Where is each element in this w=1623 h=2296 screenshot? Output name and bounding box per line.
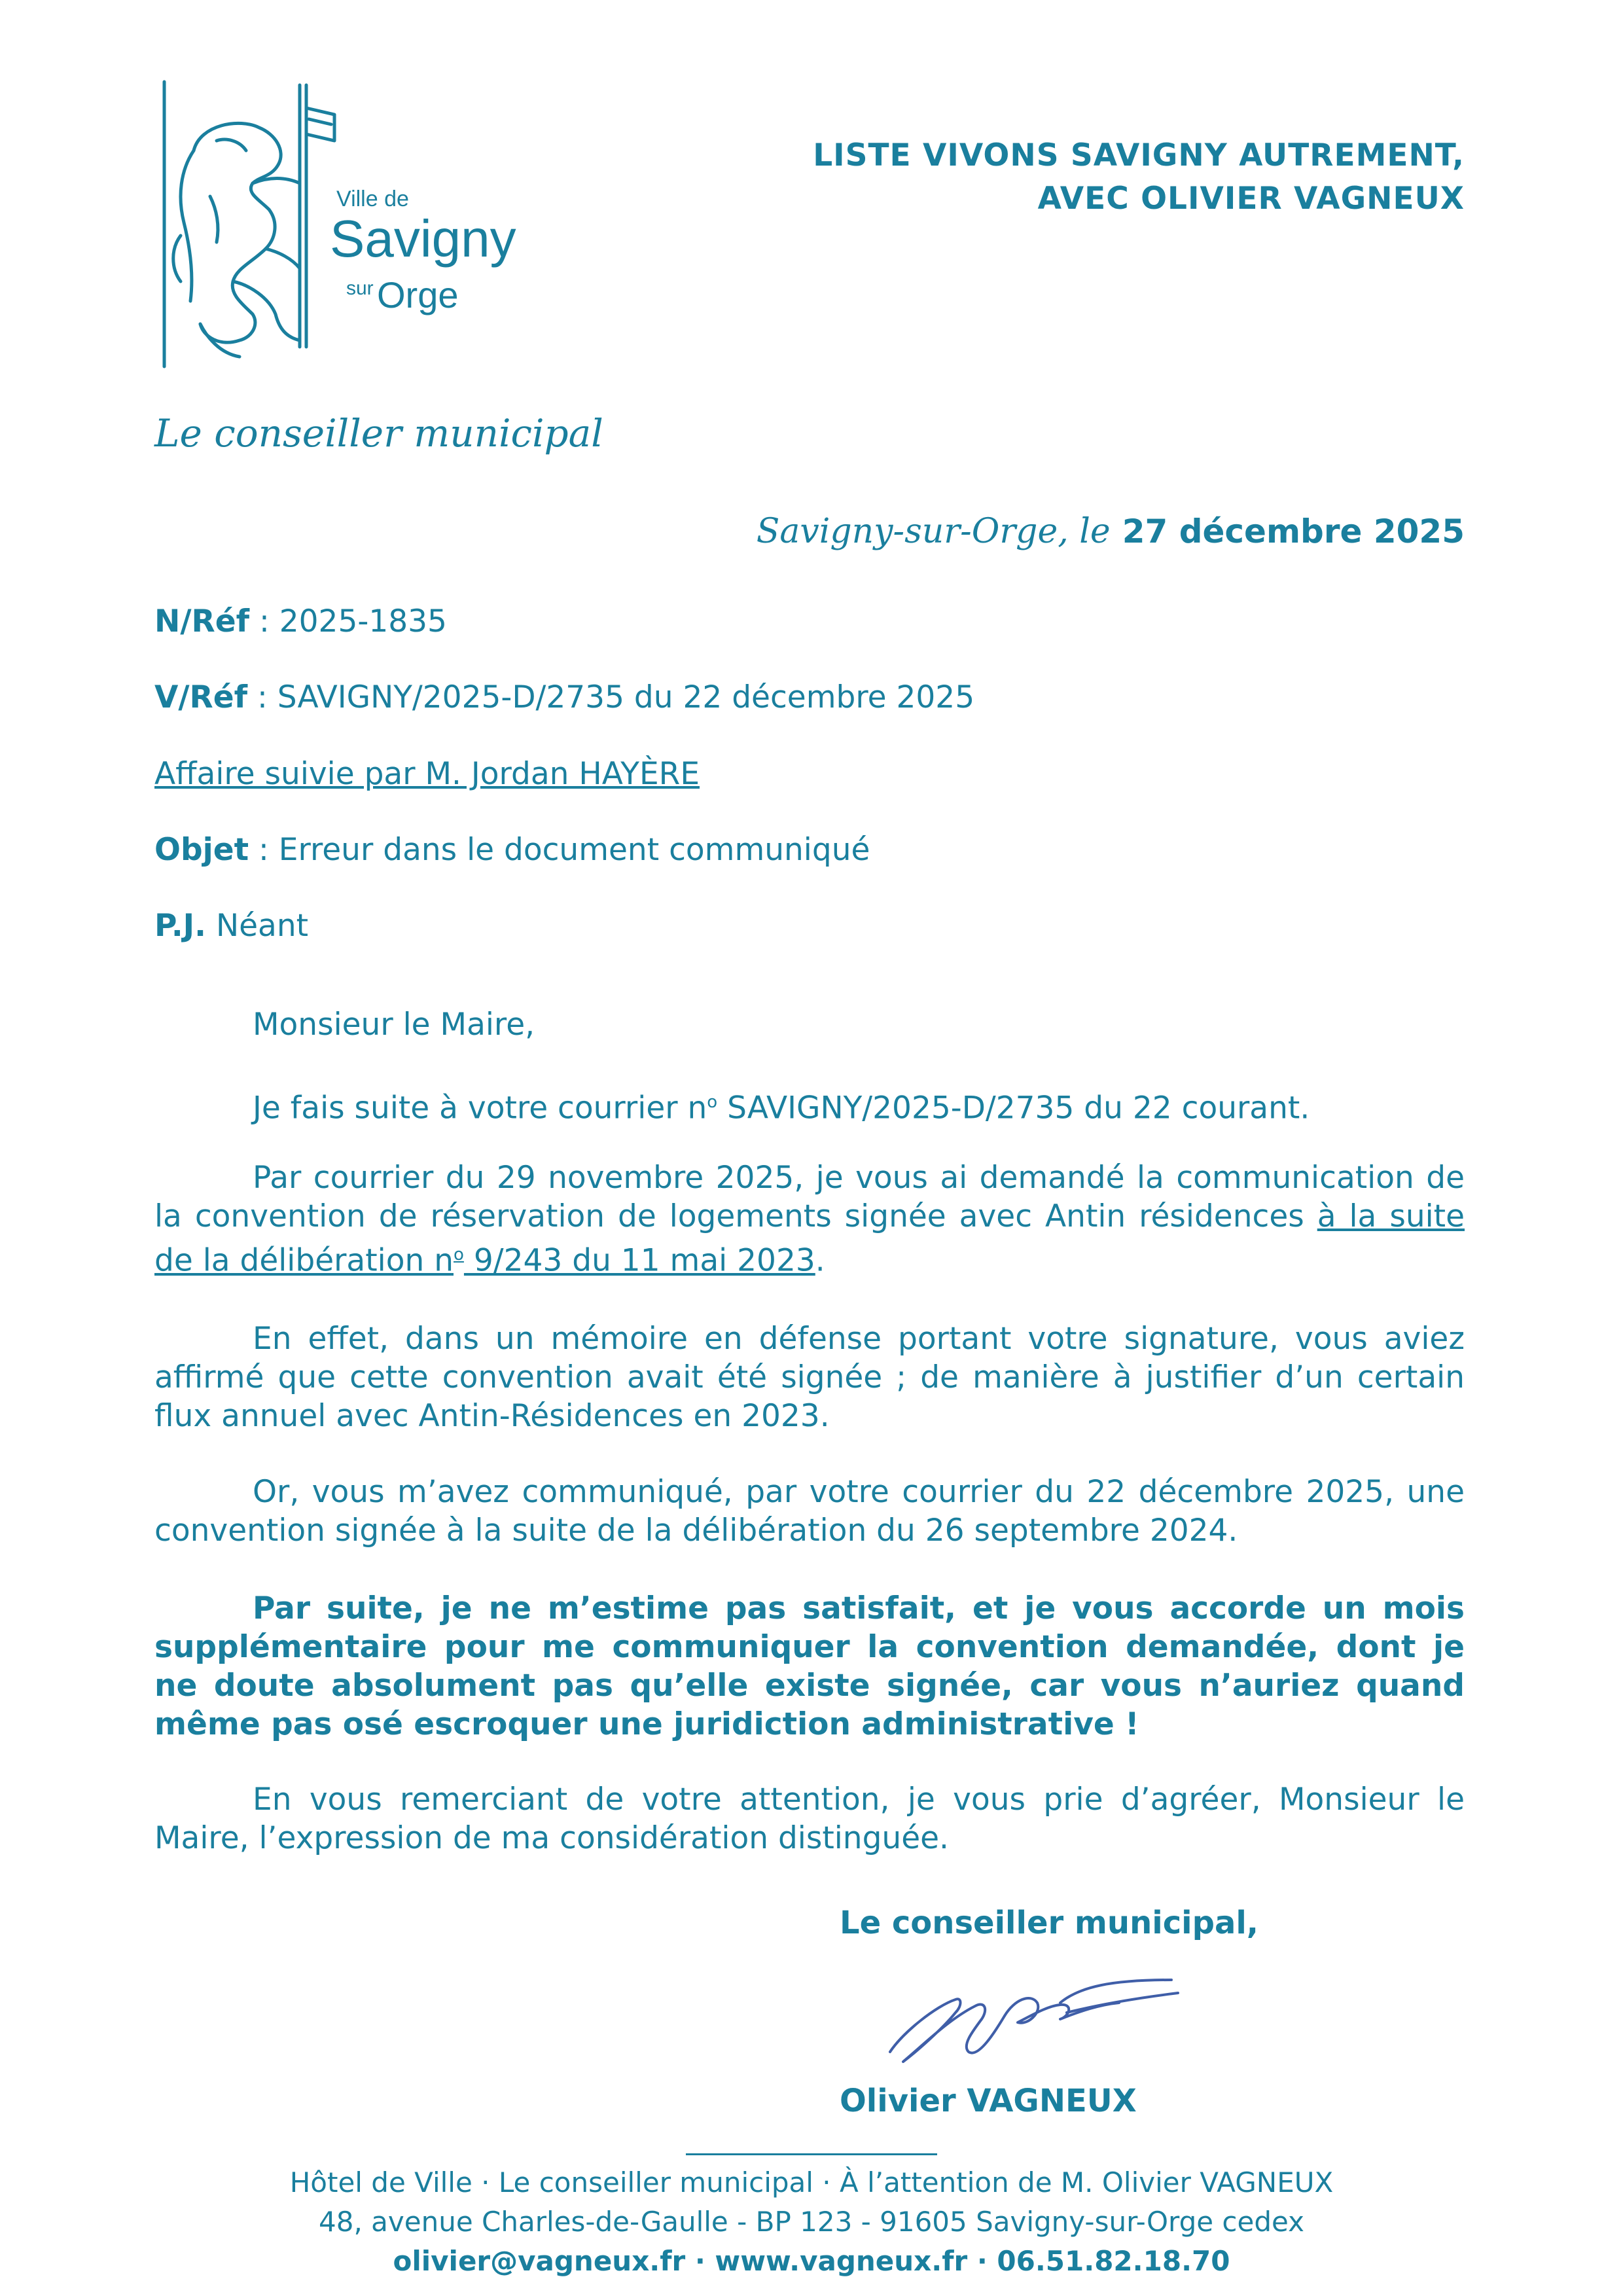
attachments-value: Néant xyxy=(206,908,309,944)
logo-text-sur: sur xyxy=(346,278,374,299)
para2-end: . xyxy=(815,1242,825,1279)
para2-underlined-2: 9/243 du 11 mai 2023 xyxy=(463,1242,815,1279)
body-paragraph-5-bold: Par suite, je ne m’estime pas satisfait, et je vous accorde un mois supplémentaire pour me communiquer la convention demandée, dont je ne doute absolument pas qu’elle existe signée, car vous n’auriez quand même pas osé escroquer une juridiction administrative ! xyxy=(154,1590,1465,1742)
subject-value: : Erreur dans le document communiqué xyxy=(249,832,870,868)
your-reference xyxy=(154,679,974,715)
your-reference-value: : SAVIGNY/2025-D/2735 du 22 décembre 2025 xyxy=(247,679,975,715)
logo-text-ville-de: Ville de xyxy=(336,187,409,211)
case-handler: Affaire suivie par M. Jordan HAYÈRE xyxy=(154,756,700,792)
salutation: Monsieur le Maire, xyxy=(253,1007,535,1043)
subject-label: Objet xyxy=(154,832,249,868)
attachments-line xyxy=(154,908,308,944)
para2-text-a: Par courrier du 29 novembre 2025, je vous ai demandé la communication de la convention de réservation de logements signée avec Antin résidences xyxy=(154,1160,1465,1234)
signatory-name: Olivier VAGNEUX xyxy=(840,2083,1137,2119)
subject-line xyxy=(154,832,870,868)
our-reference xyxy=(154,603,447,639)
footer-address-line-1: Hôtel de Ville · Le conseiller municipal · À l’attention de M. Olivier VAGNEUX xyxy=(289,2166,1334,2198)
list-title-line-1: LISTE VIVONS SAVIGNY AUTREMENT, xyxy=(813,137,1465,173)
our-reference-label: N/Réf xyxy=(154,603,250,639)
date-value: 27 décembre 2025 xyxy=(1122,512,1465,550)
attachments-label: P.J. xyxy=(154,908,207,944)
city-logo xyxy=(154,79,516,370)
sender-role-title: Le conseiller municipal xyxy=(154,411,603,456)
closing-paragraph: En vous remerciant de votre attention, je vous prie d’agréer, Monsieur le Maire, l’expression de ma considération distinguée. xyxy=(154,1782,1465,1856)
our-reference-value: : 2025-1835 xyxy=(249,603,447,639)
signature-icon xyxy=(864,1954,1204,2078)
footer-divider xyxy=(686,2153,937,2155)
body-paragraph-3: En effet, dans un mémoire en défense portant votre signature, vous aviez affirmé que cette convention avait été signée ; de manière à justifier d’un certain flux annuel avec Antin-Résidences en 2023. xyxy=(154,1321,1465,1434)
footer-contact-line: olivier@vagneux.fr · www.vagneux.fr · 06.51.82.18.70 xyxy=(393,2245,1230,2277)
para1-text-a: Je fais suite à votre courrier n xyxy=(253,1090,707,1126)
logo-text-savigny: Savigny xyxy=(330,209,516,268)
your-reference-label: V/Réf xyxy=(154,679,248,715)
para1-text-b: SAVIGNY/2025-D/2735 du 22 courant. xyxy=(717,1090,1310,1126)
para1-sup: o xyxy=(707,1092,718,1112)
handwritten-signature xyxy=(864,1954,1204,2078)
lion-crest-icon xyxy=(154,79,516,370)
list-title xyxy=(654,134,1465,221)
date-place: Savigny-sur-Orge, le xyxy=(756,512,1111,551)
body-paragraph-1 xyxy=(154,1083,1465,1128)
para2-underlined-1: à la suite de la délibération n xyxy=(154,1198,1465,1279)
para2-sup: o xyxy=(454,1245,464,1265)
footer-address-line-2: 48, avenue Charles-de-Gaulle - BP 123 - 91605 Savigny-sur-Orge cedex xyxy=(319,2206,1304,2238)
list-title-line-2: AVEC OLIVIER VAGNEUX xyxy=(1037,181,1465,217)
body-paragraph-2 xyxy=(154,1158,1465,1280)
signature-title: Le conseiller municipal, xyxy=(840,1905,1259,1941)
body-paragraph-4: Or, vous m’avez communiqué, par votre courrier du 22 décembre 2025, une convention signée à la suite de la délibération du 26 septembre 2024. xyxy=(154,1474,1465,1549)
date-line xyxy=(654,512,1465,551)
logo-text-orge: Orge xyxy=(377,274,459,315)
